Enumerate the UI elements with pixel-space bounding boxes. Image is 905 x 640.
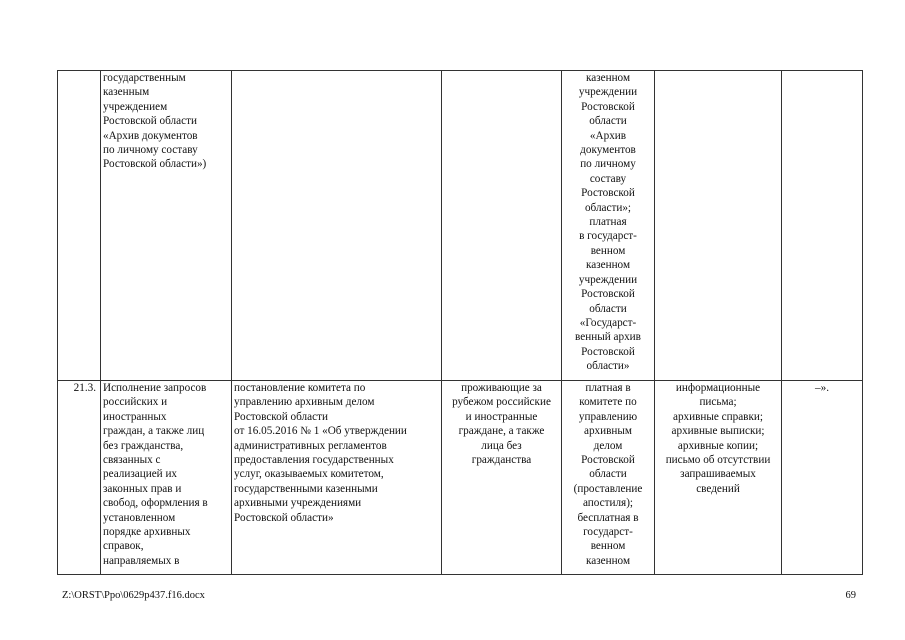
cell-text-line: управлению архивным делом	[234, 396, 375, 409]
cell-text-line: граждан, а также лиц	[103, 425, 205, 438]
cell-text-line: архивным	[583, 425, 632, 438]
row2-note-cell: –».	[782, 381, 863, 575]
cell-text-line: Ростовской	[581, 288, 635, 301]
cell-text-line: области	[589, 468, 627, 481]
cell-text-line: государст-	[583, 526, 633, 539]
cell-text-line: законных прав и	[103, 482, 182, 495]
cell-text-line: реализацией их	[103, 468, 178, 481]
cell-text-line: государственными казенными	[234, 482, 378, 495]
row1-number-cell	[58, 71, 101, 381]
cell-text-line: бесплатная в	[577, 511, 639, 524]
cell-text-line: учреждением	[103, 100, 168, 113]
cell-text-line: Ростовской	[581, 100, 635, 113]
row2-number-cell: 21.3.	[58, 381, 101, 575]
cell-text-line: архивные выписки;	[671, 425, 765, 438]
cell-text-line: «Архив	[589, 129, 627, 142]
cell-text-line: области»;	[584, 201, 632, 214]
cell-text-line: области	[589, 115, 627, 128]
cell-text-line: Ростовской области	[234, 410, 328, 423]
cell-text-line: информационные	[675, 382, 761, 394]
cell-text-line: «Архив документов	[103, 129, 198, 142]
cell-text-line: по личному	[580, 158, 636, 171]
cell-text-line: Ростовской области»	[234, 511, 334, 524]
cell-text-line: граждане, а также	[458, 425, 545, 438]
cell-text-line: архивными учреждениями	[234, 497, 362, 510]
row2-recipients-cell	[442, 381, 562, 575]
cell-text-line: связанных с	[103, 454, 161, 467]
table-row-2	[58, 381, 863, 575]
cell-text-line: архивные копии;	[677, 439, 759, 452]
cell-text-line: от 16.05.2016 № 1 «Об утверждении	[234, 425, 407, 438]
row1-service-cell	[101, 71, 232, 381]
cell-text-line: Ростовской области	[103, 115, 197, 128]
cell-text-line: свобод, оформления в	[103, 497, 208, 510]
cell-text-line: письма;	[699, 396, 737, 409]
cell-text-line: учреждении	[578, 273, 638, 286]
cell-text-line: «Государст-	[579, 316, 637, 329]
cell-text-line: архивные справки;	[672, 410, 763, 423]
cell-text-line: казенном	[585, 554, 631, 567]
cell-text-line: казенном	[585, 259, 631, 272]
cell-text-line: по личному составу	[103, 144, 198, 157]
cell-text-line: платная	[589, 216, 627, 229]
cell-text-line: Ростовской	[581, 345, 635, 358]
table-row-1	[58, 71, 863, 381]
cell-text-line: государственным	[103, 72, 186, 84]
cell-text-line: лица без	[481, 439, 522, 452]
cell-text-line: венном	[590, 244, 626, 257]
cell-text-line: российских и	[103, 396, 168, 409]
cell-text-line: направляемых в	[103, 554, 180, 567]
row1-legal-basis-cell	[232, 71, 442, 381]
row2-legal-basis-cell	[232, 381, 442, 575]
row1-payment-cell	[562, 71, 655, 381]
cell-text-line: (проставление	[573, 482, 643, 495]
cell-text-line: услуг, оказываемых комитетом,	[234, 468, 384, 481]
row1-result-cell	[655, 71, 782, 381]
cell-text-line: венном	[590, 540, 626, 553]
cell-text-line: без гражданства,	[103, 439, 184, 452]
row2-payment-cell	[562, 381, 655, 575]
row2-service-cell	[101, 381, 232, 575]
cell-text-line: апостиля);	[582, 497, 634, 510]
cell-text-line: делом	[593, 439, 623, 452]
row2-result-cell	[655, 381, 782, 575]
cell-text-line: справок,	[103, 540, 144, 553]
cell-text-line: предоставления государственных	[234, 454, 394, 467]
cell-text-line: Ростовской области»)	[103, 158, 207, 171]
cell-text-line: в государст-	[579, 230, 637, 243]
cell-text-line: области»	[586, 360, 630, 373]
cell-text-line: Ростовской	[581, 454, 635, 467]
cell-text-line: управлению	[578, 410, 638, 423]
cell-text-line: казенным	[103, 86, 150, 99]
cell-text-line: административных регламентов	[234, 439, 387, 452]
cell-text-line: Исполнение запросов	[103, 382, 207, 394]
cell-text-line: комитете по	[579, 396, 637, 409]
cell-text-line: порядке архивных	[103, 526, 191, 539]
cell-text-line: и иностранные	[465, 410, 538, 423]
cell-text-line: платная в	[585, 382, 631, 394]
cell-text-line: составу	[589, 172, 627, 185]
footer-page-number: 69	[845, 590, 856, 601]
cell-text-line: Ростовской	[581, 187, 635, 200]
cell-text-line: рубежом российские	[452, 396, 551, 409]
row1-note-cell	[782, 71, 863, 381]
cell-text-line: учреждении	[578, 86, 638, 99]
cell-text-line: гражданства	[471, 454, 532, 467]
cell-text-line: иностранных	[103, 410, 167, 423]
document-table	[57, 70, 863, 575]
cell-text-line: письмо об отсутствии	[665, 454, 771, 467]
cell-text-line: запрашиваемых	[680, 468, 756, 481]
cell-text-line: казенном	[585, 72, 631, 84]
cell-text-line: области	[589, 302, 627, 315]
row1-recipients-cell	[442, 71, 562, 381]
cell-text-line: венный архив	[575, 331, 641, 344]
footer-file-path: Z:\ORST\Ppo\0629p437.f16.docx	[62, 590, 205, 601]
cell-text-line: установленном	[103, 511, 176, 524]
cell-text-line: проживающие за	[461, 382, 542, 394]
cell-text-line: документов	[580, 144, 636, 157]
cell-text-line: постановление комитета по	[234, 382, 366, 394]
cell-text-line: сведений	[696, 482, 740, 495]
